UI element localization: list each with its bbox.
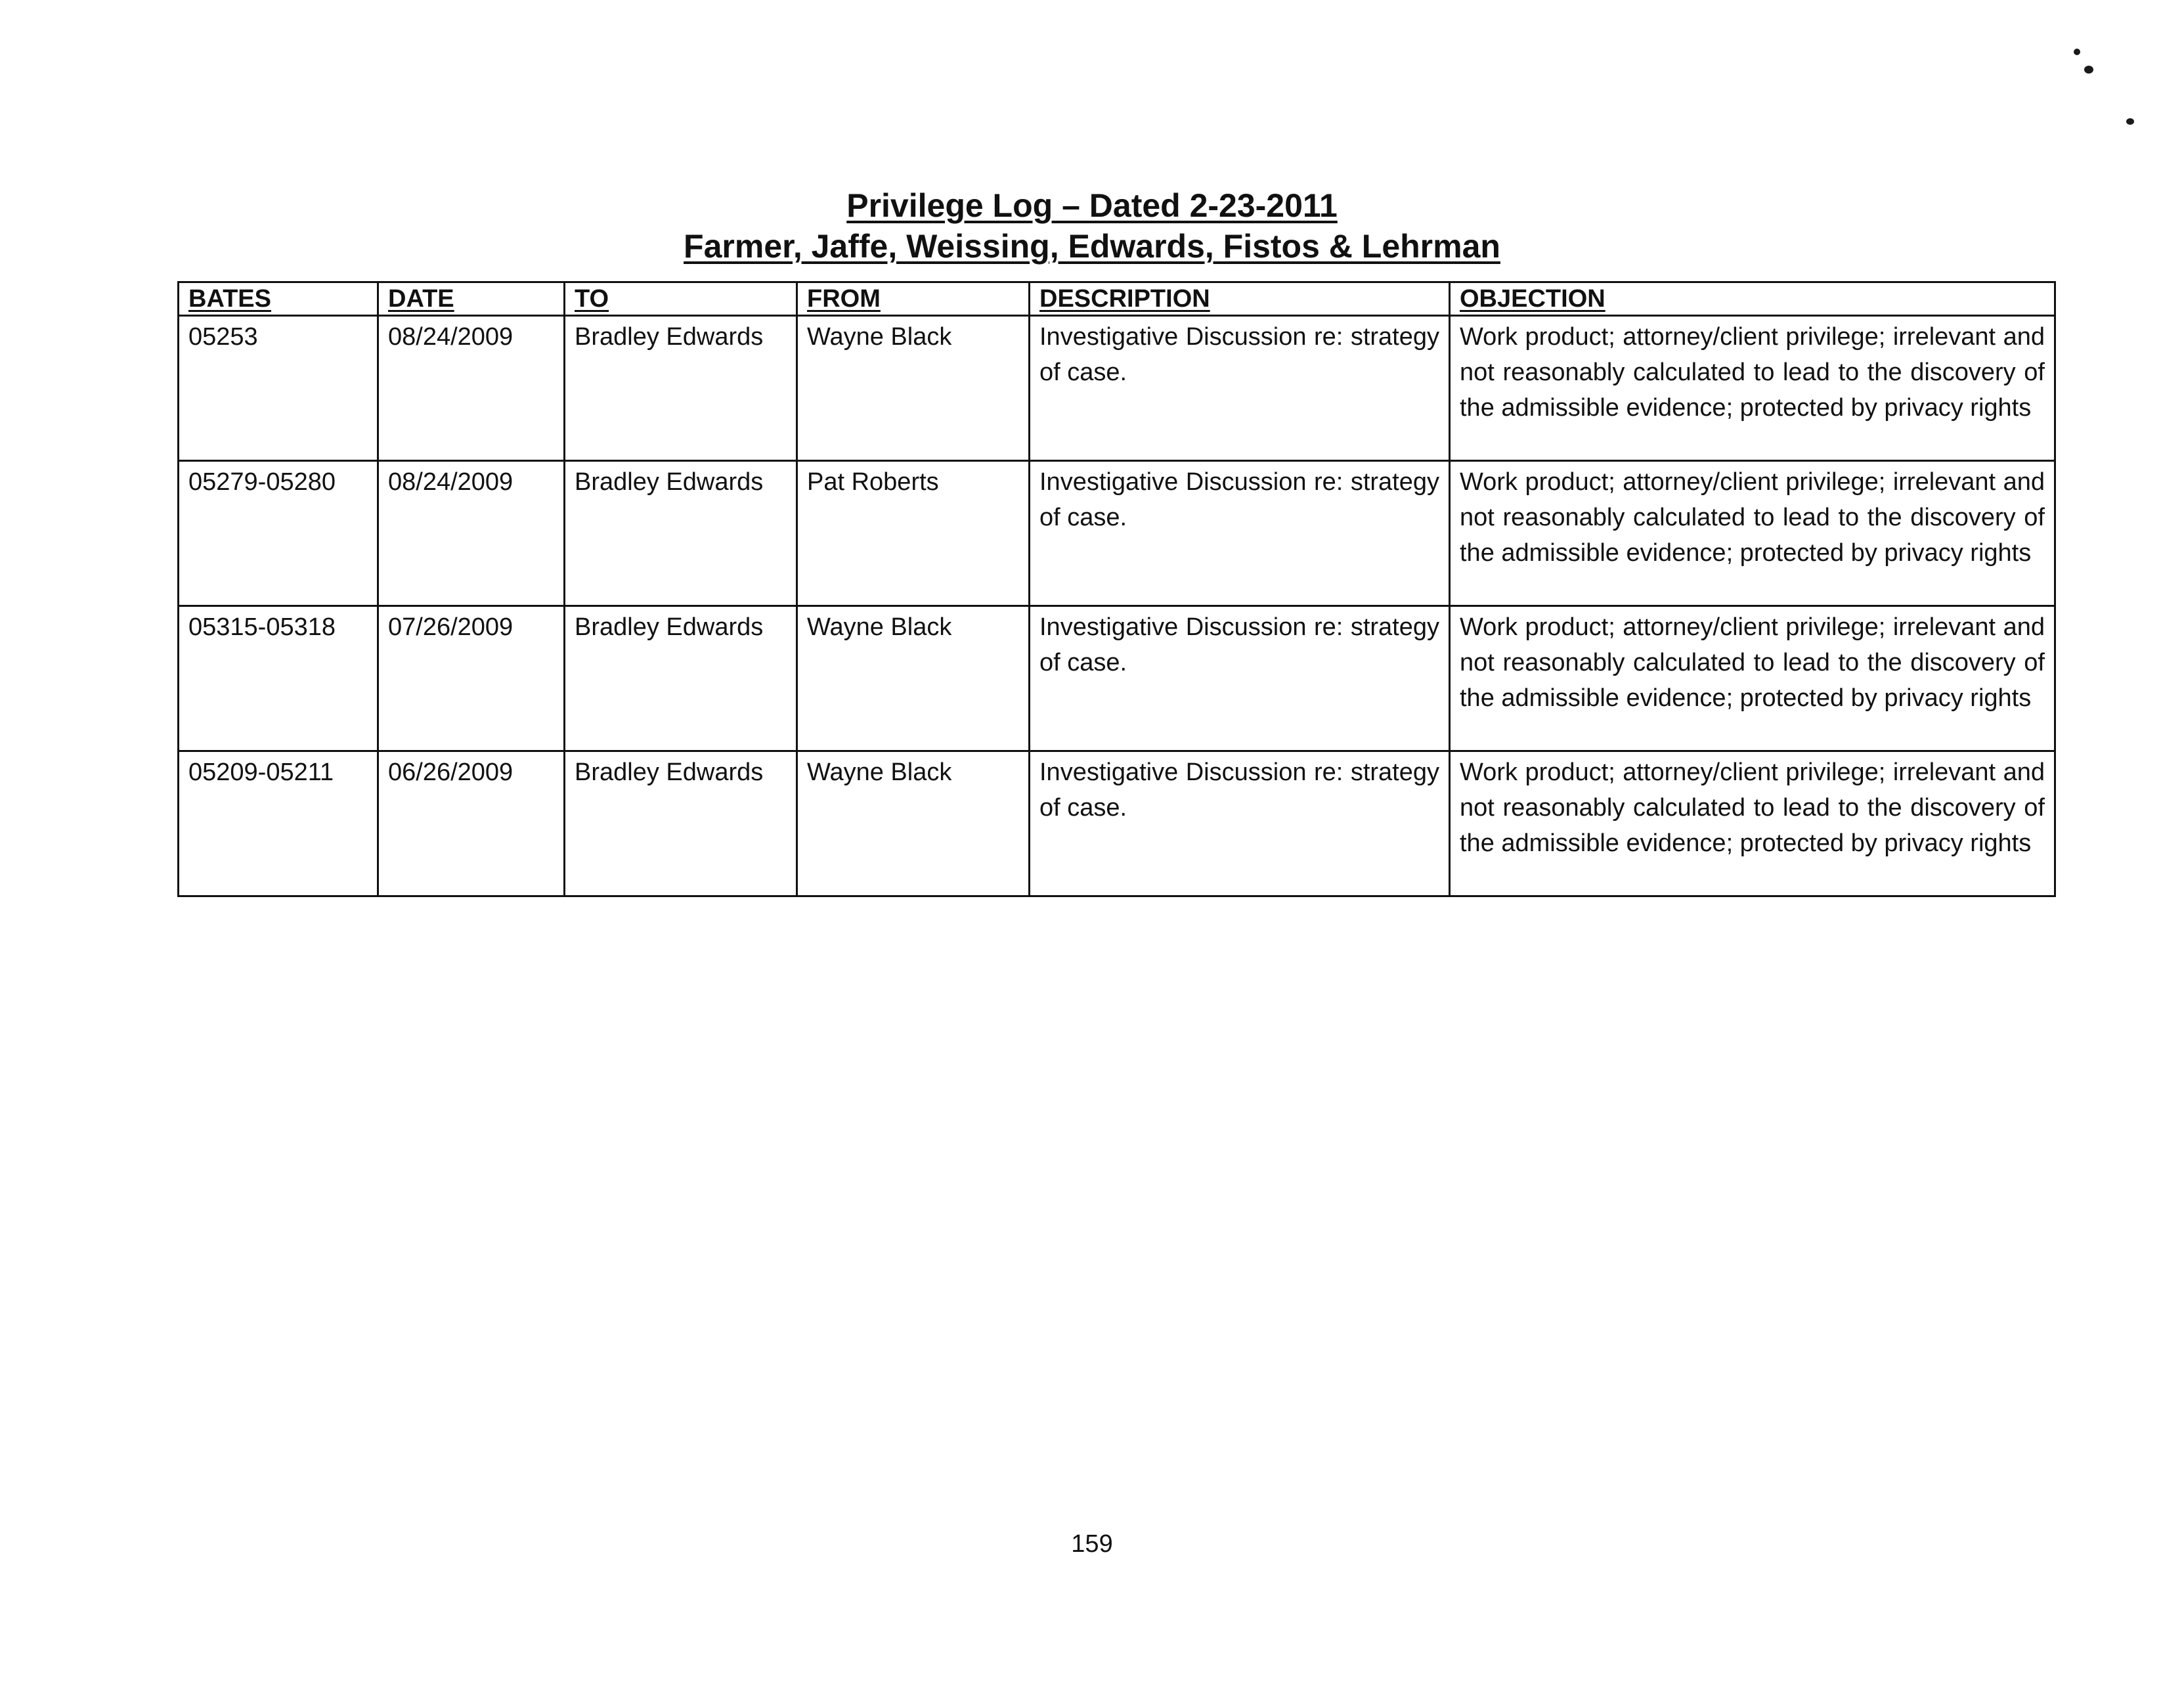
cell-to: Bradley Edwards [565,316,797,461]
cell-bates: 05253 [179,316,378,461]
cell-description: Investigative Discussion re: strategy of case. [1030,751,1450,896]
title-block [0,185,2184,267]
scan-speck [2074,49,2080,55]
cell-to: Bradley Edwards [565,606,797,751]
table-row [179,316,2055,461]
cell-description: Investigative Discussion re: strategy of case. [1030,461,1450,606]
cell-to: Bradley Edwards [565,461,797,606]
cell-description: Investigative Discussion re: strategy of case. [1030,316,1450,461]
cell-bates: 05209-05211 [179,751,378,896]
page-number: 159 [1071,1530,1113,1558]
header-bates: BATES [179,282,378,316]
cell-objection: Work product; attorney/client privilege; irrelevant and not reasonably calculated to lead to the discovery of the admissible evidence; protected by privacy rights [1450,316,2055,461]
document-subtitle: Farmer, Jaffe, Weissing, Edwards, Fistos & Lehrman [684,228,1500,265]
table-row [179,606,2055,751]
cell-date: 08/24/2009 [378,461,565,606]
header-to: TO [565,282,797,316]
cell-date: 07/26/2009 [378,606,565,751]
cell-date: 08/24/2009 [378,316,565,461]
cell-bates: 05315-05318 [179,606,378,751]
header-from: FROM [797,282,1030,316]
privilege-log-table [177,281,2056,897]
cell-objection: Work product; attorney/client privilege; irrelevant and not reasonably calculated to lead to the discovery of the admissible evidence; protected by privacy rights [1450,461,2055,606]
cell-from: Pat Roberts [797,461,1030,606]
scan-speck [2084,66,2093,74]
cell-date: 06/26/2009 [378,751,565,896]
header-objection: OBJECTION [1450,282,2055,316]
cell-bates: 05279-05280 [179,461,378,606]
cell-objection: Work product; attorney/client privilege; irrelevant and not reasonably calculated to lead to the discovery of the admissible evidence; protected by privacy rights [1450,606,2055,751]
table-header-row [179,282,2055,316]
cell-from: Wayne Black [797,751,1030,896]
cell-description: Investigative Discussion re: strategy of case. [1030,606,1450,751]
cell-objection: Work product; attorney/client privilege; irrelevant and not reasonably calculated to lead to the discovery of the admissible evidence; protected by privacy rights [1450,751,2055,896]
table-row [179,751,2055,896]
header-description: DESCRIPTION [1030,282,1450,316]
table-row [179,461,2055,606]
cell-from: Wayne Black [797,316,1030,461]
scan-speck [2126,118,2134,125]
document-title: Privilege Log – Dated 2-23-2011 [846,187,1338,224]
cell-to: Bradley Edwards [565,751,797,896]
header-date: DATE [378,282,565,316]
cell-from: Wayne Black [797,606,1030,751]
